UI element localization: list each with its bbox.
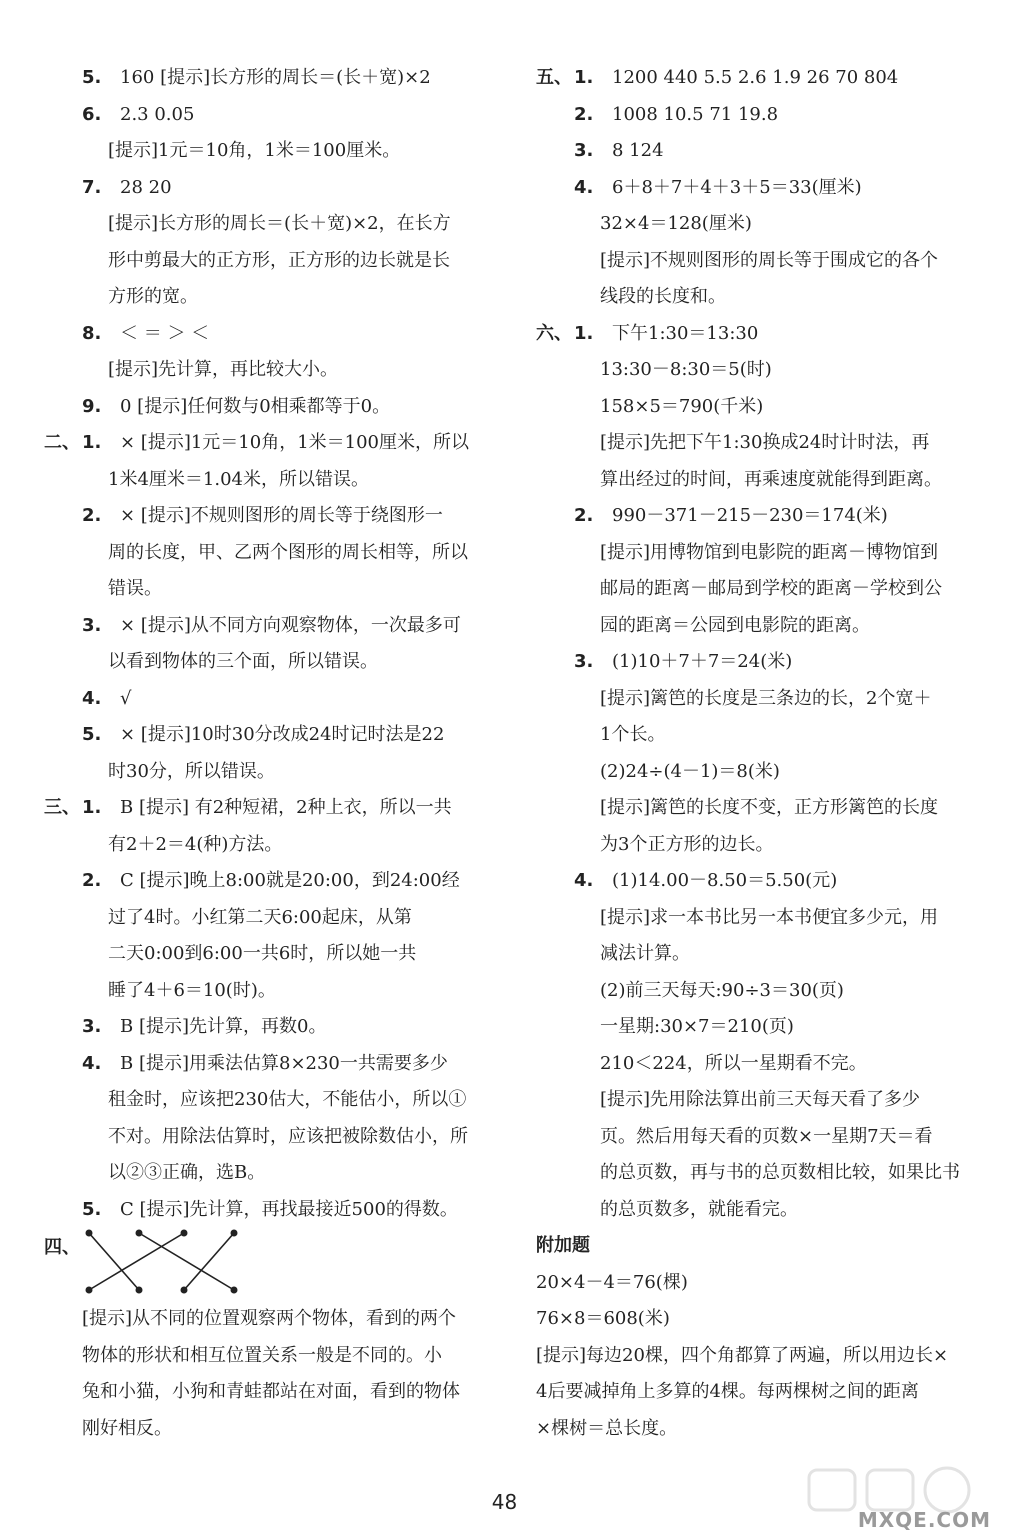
- question-number: 2.: [82, 505, 102, 526]
- answer-text: 28 20: [120, 176, 172, 198]
- text-line: [536, 1119, 992, 1156]
- text-line: [44, 1192, 506, 1229]
- answer-text: 76×8＝608(米): [536, 1308, 670, 1329]
- answer-text: [提示]篱笆的长度是三条边的长，2个宽＋: [600, 687, 932, 709]
- text-line: [536, 1374, 992, 1411]
- answer-text: 0 [提示]任何数与0相乘都等于0。: [120, 395, 391, 417]
- question-number: 1.: [82, 432, 102, 453]
- answer-text: 32×4＝128(厘米): [600, 213, 752, 234]
- answer-text: 页。然后用每天看的页数×一星期7天＝看: [600, 1125, 933, 1147]
- text-line: [44, 1301, 506, 1338]
- answer-text: 错误。: [108, 578, 162, 599]
- question-number: 5.: [82, 724, 102, 745]
- answer-text: 物体的形状和相互位置关系一般是不同的。小: [82, 1344, 442, 1366]
- answer-text: 方形的宽。: [108, 286, 198, 307]
- answer-text: [提示]篱笆的长度不变，正方形篱笆的长度: [600, 797, 939, 818]
- text-line: [44, 1082, 506, 1119]
- text-line: [44, 1046, 506, 1083]
- text-line: [536, 1411, 992, 1448]
- answer-text: √: [120, 687, 132, 709]
- text-line: [44, 498, 506, 535]
- right-column: [536, 60, 992, 1447]
- answer-text: (1)10＋7＋7＝24(米): [612, 651, 793, 672]
- answer-text: 下午1:30＝13:30: [612, 322, 759, 344]
- text-line: [536, 462, 992, 499]
- answer-text: 的总页数多，就能看完。: [600, 1198, 798, 1220]
- text-line: [44, 608, 506, 645]
- answer-text: 租金时，应该把230估大，不能估小，所以①: [108, 1089, 467, 1110]
- answer-text: [提示]先计算，再比较大小。: [108, 359, 339, 380]
- question-number: 8.: [82, 322, 102, 344]
- question-number: 3.: [574, 140, 594, 161]
- question-number: 4.: [82, 687, 102, 709]
- text-line: [44, 1155, 506, 1192]
- text-line: [44, 790, 506, 827]
- answer-text: × [提示]1元＝10角，1米＝100厘米，所以: [120, 432, 470, 453]
- connector-line: [89, 1233, 139, 1290]
- answer-text: 4后要减掉角上多算的4棵。每两棵树之间的距离: [536, 1381, 919, 1402]
- text-line: [44, 462, 506, 499]
- question-number: 2.: [574, 505, 594, 526]
- text-line: [536, 535, 992, 572]
- text-line: [536, 717, 992, 754]
- dot: [181, 1230, 188, 1237]
- question-number: 5.: [82, 1198, 102, 1220]
- answer-text: 2.3 0.05: [120, 103, 195, 125]
- answer-text: 不对。用除法估算时，应该把被除数估小，所: [108, 1125, 468, 1147]
- text-line: [44, 352, 506, 389]
- answer-text: 园的距离＝公园到电影院的距离。: [600, 614, 870, 636]
- connector-line: [139, 1233, 234, 1290]
- answer-text: 形中剪最大的正方形，正方形的边长就是长: [108, 249, 450, 271]
- text-line: [44, 936, 506, 973]
- answer-text: 158×5＝790(千米): [600, 395, 764, 417]
- text-line: [44, 243, 506, 280]
- section-number: 三、: [44, 797, 80, 818]
- text-line: [536, 60, 992, 97]
- answer-text: [提示]先用除法算出前三天每天看了多少: [600, 1089, 921, 1110]
- text-line: [44, 900, 506, 937]
- answer-text: 1200 440 5.5 2.6 1.9 26 70 804: [612, 67, 899, 88]
- text-line: [536, 389, 992, 426]
- text-line: [44, 863, 506, 900]
- text-line: [536, 316, 992, 353]
- page-number: 48: [491, 1490, 518, 1514]
- answer-text: 1008 10.5 71 19.8: [612, 103, 779, 125]
- answer-text: 睡了4＋6＝10(时)。: [108, 979, 276, 1001]
- question-number: 4.: [574, 176, 594, 198]
- text-line: [536, 133, 992, 170]
- dot: [181, 1287, 188, 1294]
- answer-text: (1)14.00－8.50＝5.50(元): [612, 870, 838, 891]
- question-number: 3.: [82, 614, 102, 636]
- answer-text: B [提示]用乘法估算8×230一共需要多少: [120, 1052, 448, 1074]
- text-line: [44, 571, 506, 608]
- text-line: [536, 1265, 992, 1302]
- text-line: [536, 1155, 992, 1192]
- text-line: [536, 644, 992, 681]
- left-column: [44, 60, 506, 1447]
- text-line: [536, 973, 992, 1010]
- dot: [86, 1230, 93, 1237]
- answer-text: 时30分，所以错误。: [108, 760, 275, 782]
- text-line: [44, 425, 506, 462]
- answer-text: [提示]先把下午1:30换成24时计时法，再: [600, 432, 930, 453]
- answer-text: 6＋8＋7＋4＋3＋5＝33(厘米): [612, 176, 862, 198]
- text-line: [536, 425, 992, 462]
- answer-text: × [提示]从不同方向观察物体，一次最多可: [120, 614, 461, 636]
- answer-text: 以看到物体的三个面，所以错误。: [108, 651, 378, 672]
- answer-text: [提示]从不同的位置观察两个物体，看到的两个: [82, 1308, 457, 1329]
- text-line: [536, 863, 992, 900]
- text-line: [536, 243, 992, 280]
- text-line: [536, 681, 992, 718]
- answer-text: 20×4－4＝76(棵): [536, 1271, 688, 1293]
- answer-text: 有2＋2＝4(种)方法。: [108, 833, 283, 855]
- text-line: [536, 170, 992, 207]
- text-line: [44, 60, 506, 97]
- answer-text: 减法计算。: [600, 943, 690, 964]
- answer-text: (2)前三天每天:90÷3＝30(页): [600, 979, 844, 1001]
- section-number: 四、: [44, 1237, 80, 1258]
- answer-text: [提示]1元＝10角，1米＝100厘米。: [108, 140, 401, 161]
- text-line: [44, 170, 506, 207]
- answer-text: [提示]用博物馆到电影院的距离－博物馆到: [600, 541, 939, 563]
- text-line: [536, 498, 992, 535]
- question-number: 3.: [82, 1016, 102, 1037]
- question-number: 4.: [574, 870, 594, 891]
- text-line: [44, 1338, 506, 1375]
- answer-text: B [提示]先计算，再数0。: [120, 1016, 327, 1037]
- text-line: [44, 681, 506, 718]
- answer-text: [提示]每边20棵，四个角都算了两遍，所以用边长×: [536, 1344, 949, 1366]
- answer-text: B [提示] 有2种短裙，2种上衣，所以一共: [120, 797, 452, 818]
- answer-text: 990－371－215－230＝174(米): [612, 505, 888, 526]
- text-line: [536, 571, 992, 608]
- text-line: [44, 754, 506, 791]
- answer-text: 8 124: [612, 140, 664, 161]
- question-number: 1.: [574, 67, 594, 88]
- text-line: [44, 206, 506, 243]
- question-number: 2.: [82, 870, 102, 891]
- answer-text: 210＜224，所以一星期看不完。: [600, 1052, 867, 1074]
- watermark-text: MXQE.COM: [857, 1508, 991, 1532]
- text-line: [536, 97, 992, 134]
- answer-text: 兔和小猫，小狗和青蛙都站在对面，看到的物体: [82, 1381, 460, 1402]
- answer-text: 160 [提示]长方形的周长＝(长＋宽)×2: [120, 67, 431, 88]
- question-number: 2.: [574, 103, 594, 125]
- extra-heading: 附加题: [536, 1235, 590, 1256]
- text-line: [44, 644, 506, 681]
- dot: [136, 1287, 143, 1294]
- answer-text: 一星期:30×7＝210(页): [600, 1016, 794, 1037]
- answer-text: ＜ ＝ ＞ ＜: [120, 322, 210, 344]
- question-number: 4.: [82, 1052, 102, 1074]
- text-line: [536, 1192, 992, 1229]
- text-line: [44, 133, 506, 170]
- text-line: [44, 535, 506, 572]
- question-number: 7.: [82, 176, 102, 198]
- question-number: 9.: [82, 395, 102, 417]
- text-line: [44, 717, 506, 754]
- answer-text: ×棵树＝总长度。: [536, 1417, 678, 1439]
- text-line: [536, 790, 992, 827]
- question-number: 3.: [574, 651, 594, 672]
- text-line: [536, 1082, 992, 1119]
- text-line: [536, 900, 992, 937]
- text-line: [536, 754, 992, 791]
- answer-text: 二天0:00到6:00一共6时，所以她一共: [108, 943, 417, 964]
- answer-text: 过了4时。小红第二天6:00起床，从第: [108, 906, 412, 928]
- question-number: 5.: [82, 67, 102, 88]
- answer-text: 1个长。: [600, 724, 666, 745]
- question-number: 1.: [82, 797, 102, 818]
- dot: [86, 1287, 93, 1294]
- dot: [231, 1230, 238, 1237]
- text-line: [536, 936, 992, 973]
- matching-figure: [44, 1228, 506, 1301]
- text-line: [44, 827, 506, 864]
- dot: [136, 1230, 143, 1237]
- connector-line: [184, 1233, 234, 1290]
- answer-text: 1米4厘米＝1.04米，所以错误。: [108, 468, 369, 490]
- matching-lines-diagram: [84, 1228, 244, 1298]
- section-number: 二、: [44, 432, 80, 453]
- answer-text: (2)24÷(4－1)＝8(米): [600, 760, 780, 782]
- text-line: [536, 206, 992, 243]
- answer-text: × [提示]10时30分改成24时记时法是22: [120, 724, 445, 745]
- text-line: [44, 973, 506, 1010]
- text-line: [536, 1046, 992, 1083]
- connector-line: [89, 1233, 184, 1290]
- answer-text: 线段的长度和。: [600, 286, 726, 307]
- text-line: [44, 1009, 506, 1046]
- answer-text: 以②③正确，选B。: [108, 1162, 266, 1183]
- answer-text: 邮局的距离－邮局到学校的距离－学校到公: [600, 578, 942, 599]
- text-line: [44, 1411, 506, 1448]
- answer-text: 刚好相反。: [82, 1417, 172, 1439]
- answer-text: [提示]不规则图形的周长等于围成它的各个: [600, 249, 939, 271]
- answer-text: 周的长度，甲、乙两个图形的周长相等，所以: [108, 541, 468, 563]
- text-line: [44, 1374, 506, 1411]
- question-number: 6.: [82, 103, 102, 125]
- dot: [231, 1287, 238, 1294]
- text-line: [536, 1009, 992, 1046]
- text-line: [44, 1119, 506, 1156]
- answer-text: [提示]长方形的周长＝(长＋宽)×2，在长方: [108, 213, 451, 234]
- text-line: [44, 97, 506, 134]
- answer-text: × [提示]不规则图形的周长等于绕图形一: [120, 505, 443, 526]
- section-number: 六、: [536, 322, 572, 344]
- answer-text: C [提示]先计算，再找最接近500的得数。: [120, 1198, 458, 1220]
- text-line: [536, 279, 992, 316]
- text-line: [44, 316, 506, 353]
- answer-text: [提示]求一本书比另一本书便宜多少元，用: [600, 906, 939, 928]
- text-line: [536, 1338, 992, 1375]
- text-line: [44, 389, 506, 426]
- answer-text: C [提示]晚上8:00就是20:00，到24:00经: [120, 870, 460, 891]
- answer-text: 算出经过的时间，再乘速度就能得到距离。: [600, 468, 942, 490]
- answer-text: 的总页数，再与书的总页数相比较，如果比书: [600, 1162, 960, 1183]
- text-line: [536, 608, 992, 645]
- text-line: [536, 827, 992, 864]
- section-number: 五、: [536, 67, 572, 88]
- answer-text: 为3个正方形的边长。: [600, 833, 774, 855]
- text-line: [536, 1301, 992, 1338]
- answer-text: 13:30－8:30＝5(时): [600, 359, 772, 380]
- text-line: [536, 352, 992, 389]
- text-line: [44, 279, 506, 316]
- question-number: 1.: [574, 322, 594, 344]
